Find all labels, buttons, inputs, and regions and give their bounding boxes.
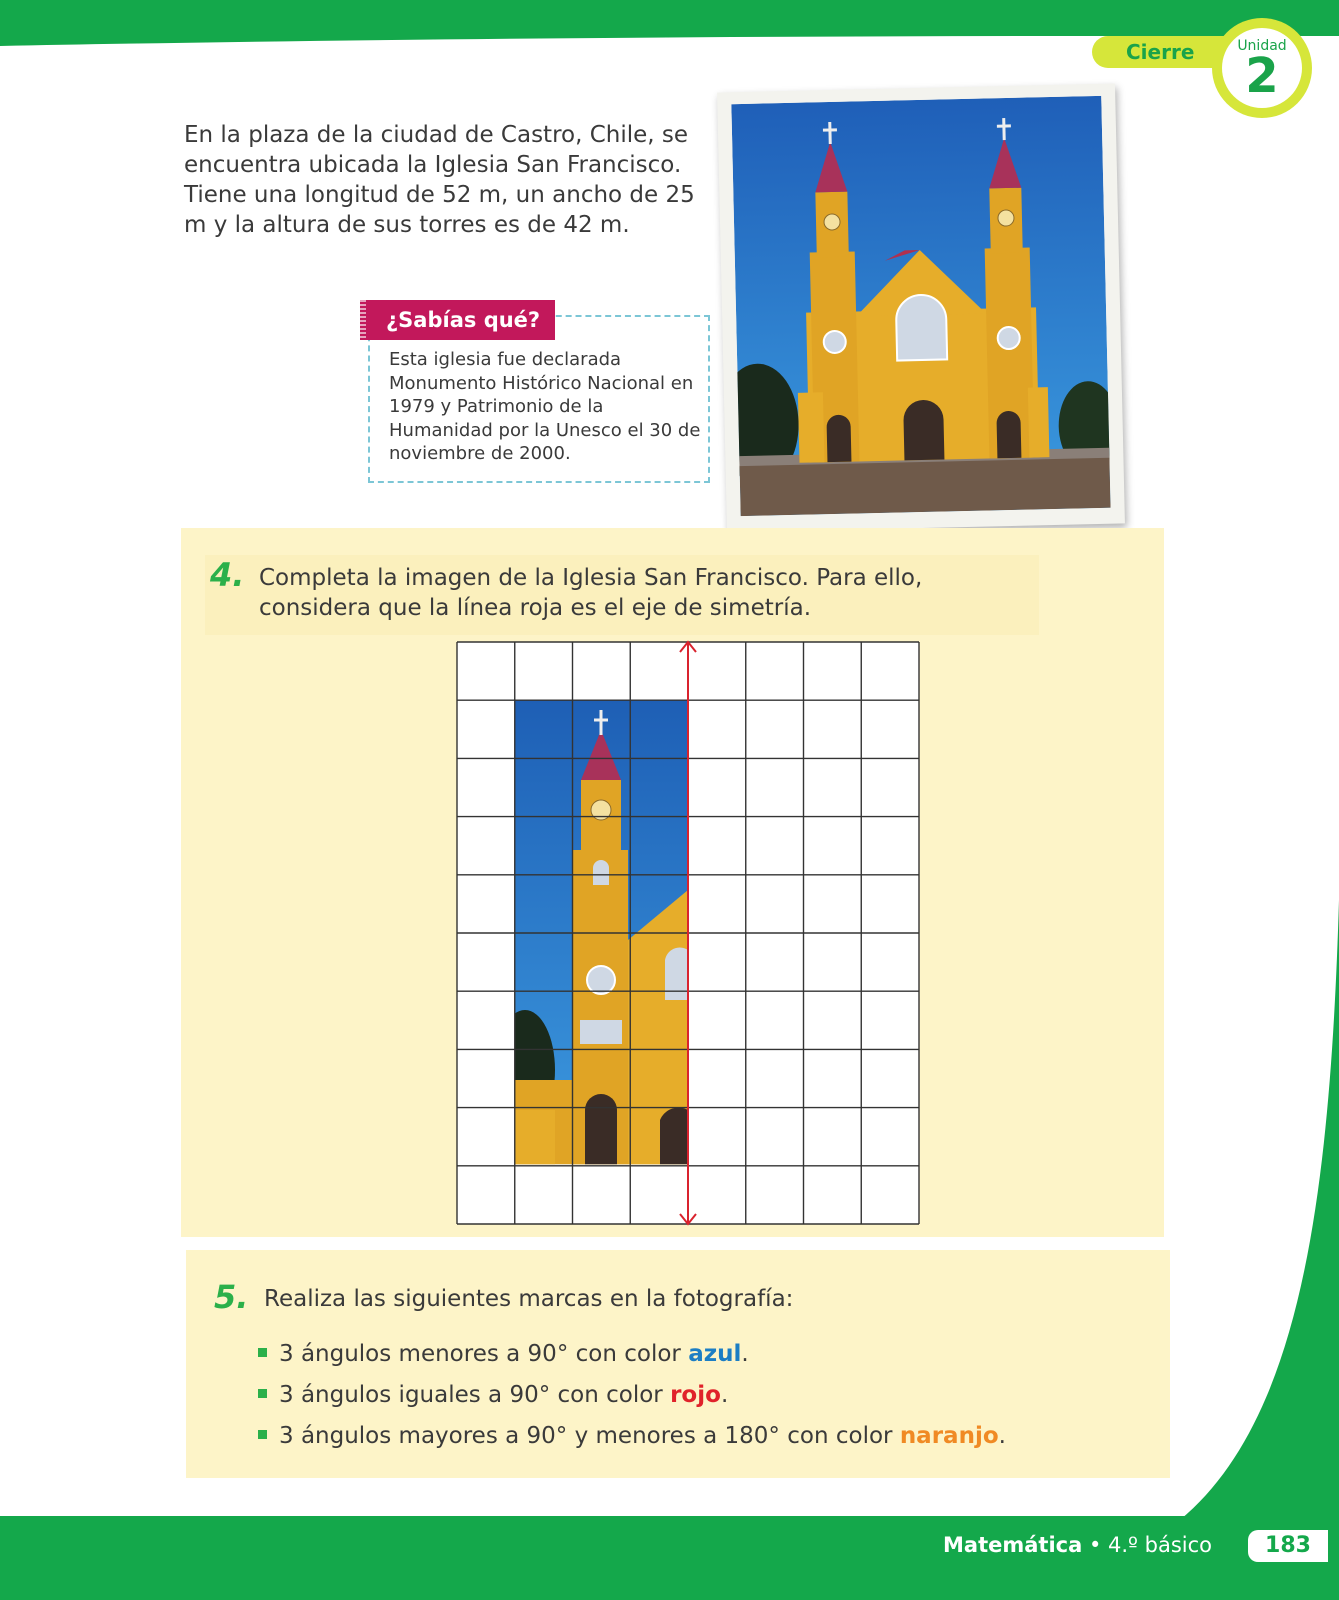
church-photo-image [731,96,1110,516]
exercise-4-instructions: Completa la imagen de la Iglesia San Francisco. Para ello, considera que la línea roja es el eje de simetría. [259,565,923,621]
list-item [258,1334,1006,1375]
section-label: Cierre [1126,40,1195,64]
right-page-curve [1180,900,1339,1520]
exercise-5-list [258,1334,1006,1457]
list-item-text: 3 ángulos mayores a 90° y menores a 180° con color [279,1423,900,1449]
church-photo [717,84,1125,533]
bullet-icon [258,1430,267,1439]
half-church-image [495,700,690,1170]
footer-grade: 4.º básico [1108,1533,1212,1557]
exercise-5-number: 5. [214,1278,249,1316]
list-item-text: 3 ángulos iguales a 90° con color [279,1382,671,1408]
list-item-end: . [720,1382,729,1408]
footer-subject: Matemática [943,1533,1083,1557]
intro-paragraph: En la plaza de la ciudad de Castro, Chile, se encuentra ubicada la Iglesia San Francisco. Tiene una longitud de 52 m, un ancho de 25 m y la altura de sus torres es de 42 m. [184,122,695,238]
bullet-icon [258,1389,267,1398]
exercise-5-instructions: Realiza las siguientes marcas en la fotografía: [264,1286,794,1312]
list-item-end: . [998,1423,1006,1449]
color-word-red: rojo [670,1382,721,1408]
exercise-4-number: 4. [210,556,245,594]
footer-caption [943,1533,1212,1557]
color-word-orange: naranjo [899,1423,999,1449]
sabias-que-stripe [360,300,366,340]
footer-band [0,1516,1339,1600]
list-item [258,1375,1006,1416]
color-word-blue: azul [688,1341,742,1367]
bullet-icon [258,1348,267,1357]
page-number: 183 [1248,1530,1328,1562]
unit-badge [1212,18,1312,118]
symmetry-grid[interactable] [455,640,921,1226]
sabias-que-title: ¿Sabías qué? [360,300,555,340]
footer-separator: • [1082,1533,1109,1557]
unit-number: 2 [1245,48,1279,104]
list-item-text: 3 ángulos menores a 90° con color [279,1341,689,1367]
list-item-end: . [741,1341,749,1367]
sabias-que-text: Esta iglesia fue declarada Monumento Histórico Nacional en 1979 y Patrimonio de la Humanidad por la Unesco el 30 de noviembre de 2000. [389,349,701,464]
list-item [258,1416,1006,1457]
unit-label: Unidad [1237,38,1287,54]
